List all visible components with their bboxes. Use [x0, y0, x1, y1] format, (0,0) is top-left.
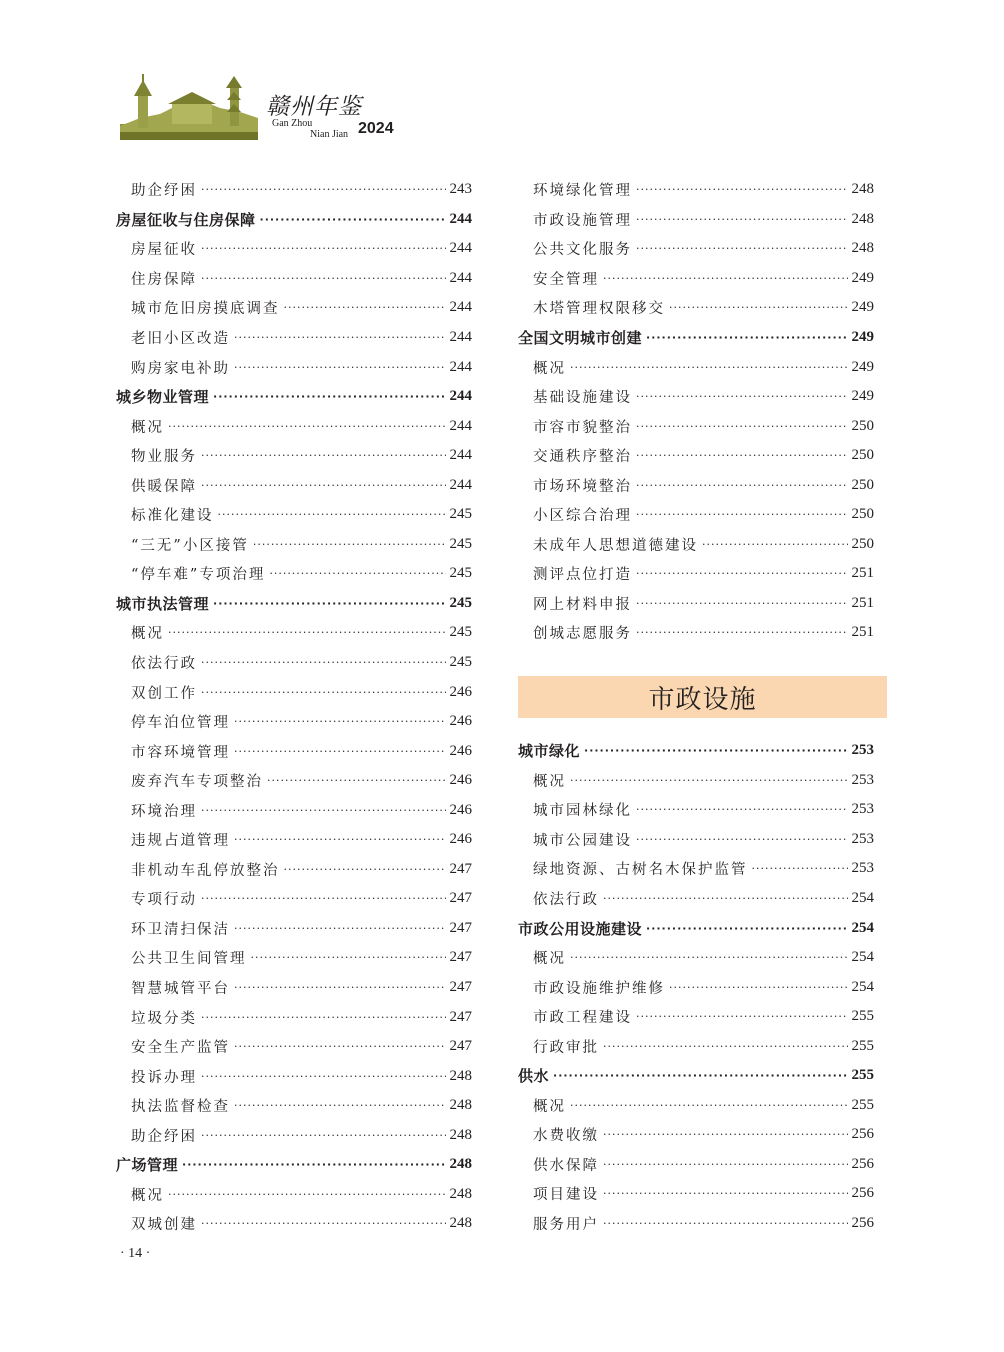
toc-entry-label: 废弃汽车专项整治: [131, 774, 263, 791]
toc-entry[interactable]: [518, 1150, 874, 1180]
toc-entry-page: 245: [449, 594, 472, 611]
toc-entry-label: 供水保障: [533, 1157, 599, 1174]
toc-entry[interactable]: [116, 855, 472, 885]
yearbook-year: 2024: [358, 120, 394, 137]
dot-leader: [251, 951, 446, 964]
toc-entry[interactable]: [116, 1032, 472, 1062]
toc-entry[interactable]: [518, 618, 874, 648]
dot-leader: [646, 331, 847, 344]
toc-entry-page: 246: [449, 772, 472, 789]
toc-entry[interactable]: [116, 500, 472, 530]
toc-entry-page: 248: [449, 1097, 472, 1114]
toc-entry-page: 250: [851, 447, 874, 464]
toc-entry-page: 251: [851, 565, 874, 582]
toc-entry[interactable]: [518, 559, 874, 589]
toc-entry-page: 247: [449, 890, 472, 907]
dot-leader: [284, 863, 446, 876]
toc-entry-label: 物业服务: [131, 449, 197, 466]
toc-entry[interactable]: [116, 352, 472, 382]
toc-entry-label: 公共卫生间管理: [131, 951, 247, 968]
toc-section-entry[interactable]: [116, 205, 472, 235]
dot-leader: [234, 745, 446, 758]
toc-section-entry[interactable]: [518, 323, 874, 353]
dot-leader: [201, 1070, 446, 1083]
toc-entry-page: 256: [851, 1155, 874, 1172]
toc-entry[interactable]: [116, 234, 472, 264]
toc-entry[interactable]: [116, 766, 472, 796]
dot-leader: [234, 833, 446, 846]
dot-leader: [702, 538, 848, 551]
dot-leader: [669, 301, 848, 314]
dot-leader: [201, 686, 446, 699]
toc-entry-page: 256: [851, 1185, 874, 1202]
toc-entry[interactable]: [518, 1179, 874, 1209]
toc-entry-label: 概况: [131, 419, 164, 436]
dot-leader: [636, 183, 848, 196]
toc-entry-label: 城市公园建设: [533, 832, 632, 849]
dot-leader: [218, 508, 446, 521]
toc-entry-label: 创城志愿服务: [533, 626, 632, 643]
toc-right-column-top: [518, 175, 874, 648]
toc-entry[interactable]: [116, 1002, 472, 1032]
dot-leader: [636, 420, 848, 433]
dot-leader: [234, 1099, 446, 1112]
toc-entry[interactable]: [116, 973, 472, 1003]
dot-leader: [234, 361, 446, 374]
toc-entry-page: 246: [449, 713, 472, 730]
toc-entry-label: 供暖保障: [131, 478, 197, 495]
toc-entry-page: 244: [449, 210, 472, 227]
toc-entry-page: 253: [851, 742, 874, 759]
toc-entry-page: 247: [449, 919, 472, 936]
dot-leader: [584, 744, 847, 757]
toc-entry[interactable]: [518, 175, 874, 205]
toc-entry-label: 房屋征收: [131, 242, 197, 259]
toc-entry-label: 安全管理: [533, 271, 599, 288]
toc-entry-label: 执法监督检查: [131, 1099, 230, 1116]
dot-leader: [201, 1011, 446, 1024]
dot-leader: [234, 922, 446, 935]
toc-entry[interactable]: [518, 530, 874, 560]
toc-entry-page: 251: [851, 624, 874, 641]
toc-entry-label: 全国文明城市创建: [518, 329, 643, 347]
toc-entry-label: 非机动车乱停放整治: [131, 862, 280, 879]
toc-entry-page: 250: [851, 506, 874, 523]
toc-entry[interactable]: [518, 470, 874, 500]
toc-entry-label: 城市危旧房摸底调查: [131, 301, 280, 318]
toc-entry-page: 250: [851, 476, 874, 493]
toc-section-entry[interactable]: [518, 736, 874, 766]
toc-entry-label: 城市园林绿化: [533, 803, 632, 820]
toc-entry-label: 违规占道管理: [131, 833, 230, 850]
toc-entry[interactable]: [518, 1091, 874, 1121]
dot-leader: [636, 597, 848, 610]
toc-entry-page: 251: [851, 594, 874, 611]
toc-entry-page: 245: [449, 654, 472, 671]
toc-entry-page: 246: [449, 831, 472, 848]
toc-entry-page: 245: [449, 506, 472, 523]
dot-leader: [646, 922, 847, 935]
toc-entry-label: 绿地资源、古树名木保护监管: [533, 862, 748, 879]
toc-section-entry[interactable]: [116, 382, 472, 412]
dot-leader: [201, 1217, 446, 1230]
toc-entry[interactable]: [116, 795, 472, 825]
toc-entry-page: 248: [449, 1156, 472, 1173]
dot-leader: [570, 951, 848, 964]
dot-leader: [636, 449, 848, 462]
toc-entry-page: 249: [851, 329, 874, 345]
toc-entry-label: 网上材料申报: [533, 596, 632, 613]
toc-entry[interactable]: [116, 914, 472, 944]
toc-entry[interactable]: [518, 972, 874, 1002]
toc-entry-label: 概况: [131, 626, 164, 643]
dot-leader: [260, 213, 446, 226]
toc-entry-label: 交通秩序整治: [533, 449, 632, 466]
toc-entry[interactable]: [116, 1091, 472, 1121]
toc-entry-page: 254: [851, 890, 874, 906]
toc-entry[interactable]: [116, 323, 472, 353]
toc-entry-page: 249: [851, 358, 874, 375]
dot-leader: [553, 1069, 847, 1082]
toc-entry-page: 248: [449, 1067, 472, 1084]
toc-entry[interactable]: [116, 530, 472, 560]
toc-entry-page: 249: [851, 388, 874, 405]
toc-entry-page: 243: [449, 181, 472, 198]
toc-entry-label: 测评点位打造: [533, 567, 632, 584]
toc-entry-page: 244: [449, 447, 472, 464]
toc-entry-page: 254: [851, 978, 874, 995]
toc-entry[interactable]: [518, 1002, 874, 1032]
dot-leader: [201, 479, 446, 492]
toc-left-column: [116, 175, 472, 1239]
toc-entry[interactable]: [116, 264, 472, 294]
dot-leader: [636, 833, 848, 846]
toc-entry-label: 投诉办理: [131, 1069, 197, 1086]
toc-entry-label: 停车泊位管理: [131, 715, 230, 732]
dot-leader: [267, 774, 446, 787]
toc-entry-page: 255: [851, 1037, 874, 1054]
dot-leader: [636, 242, 848, 255]
toc-entry[interactable]: [116, 648, 472, 678]
toc-entry-label: 木塔管理权限移交: [533, 301, 665, 318]
dot-leader: [570, 774, 848, 787]
toc-entry-label: 专项行动: [131, 892, 197, 909]
dot-leader: [201, 183, 446, 196]
toc-entry[interactable]: [116, 736, 472, 766]
toc-entry[interactable]: [116, 707, 472, 737]
toc-entry[interactable]: [518, 884, 874, 914]
dot-leader: [201, 656, 446, 669]
toc-entry-page: 246: [449, 683, 472, 700]
dot-leader: [752, 862, 848, 875]
dot-leader: [168, 420, 446, 433]
toc-section-entry[interactable]: [518, 913, 874, 943]
toc-entry-label: 广场管理: [116, 1156, 179, 1175]
toc-entry-page: 250: [851, 417, 874, 434]
dot-leader: [168, 1188, 446, 1201]
toc-entry-label: 老旧小区改造: [131, 331, 230, 347]
toc-entry[interactable]: [116, 1061, 472, 1091]
toc-entry-page: 246: [449, 801, 472, 818]
dot-leader: [213, 390, 445, 403]
dot-leader: [234, 981, 446, 994]
toc-entry-page: 248: [449, 1215, 472, 1232]
toc-entry-page: 245: [449, 624, 472, 641]
toc-entry[interactable]: [518, 293, 874, 323]
dot-leader: [603, 1040, 848, 1053]
toc-entry[interactable]: [518, 1031, 874, 1061]
toc-entry[interactable]: [116, 470, 472, 500]
toc-entry-label: 小区综合治理: [533, 508, 632, 525]
toc-entry-label: 市容环境管理: [131, 744, 230, 761]
dot-leader: [570, 1099, 848, 1112]
dot-leader: [603, 1128, 848, 1141]
toc-entry-label: 市政公用设施建设: [518, 919, 643, 938]
dot-leader: [234, 715, 446, 728]
toc-entry-page: 246: [449, 742, 472, 759]
yearbook-title-en-1: Gan Zhou: [272, 118, 313, 129]
dot-leader: [201, 272, 446, 285]
toc-entry-label: 城乡物业管理: [116, 388, 210, 407]
toc-entry-page: 247: [449, 949, 472, 966]
toc-entry[interactable]: [518, 943, 874, 973]
toc-entry-label: 水费收缴: [533, 1128, 599, 1145]
toc-right-column-bottom: [518, 736, 874, 1238]
toc-entry-page: 244: [449, 388, 472, 405]
toc-entry[interactable]: [116, 441, 472, 471]
dot-leader: [603, 1217, 848, 1230]
toc-entry[interactable]: [116, 559, 472, 589]
toc-entry-label: 供水: [518, 1067, 550, 1086]
toc-entry-label: 概况: [533, 773, 566, 790]
dot-leader: [234, 331, 446, 344]
toc-entry-label: 基础设施建设: [533, 390, 632, 407]
toc-entry-label: 概况: [533, 360, 566, 377]
dot-leader: [636, 803, 848, 816]
toc-entry[interactable]: [116, 175, 472, 205]
toc-entry-label: 购房家电补助: [131, 360, 230, 377]
yearbook-header: [120, 74, 420, 144]
toc-entry-label: 依法行政: [533, 892, 599, 908]
dot-leader: [201, 804, 446, 817]
dot-leader: [201, 892, 446, 905]
toc-entry[interactable]: [116, 1180, 472, 1210]
toc-entry-label: 助企纾困: [131, 183, 197, 200]
toc-entry[interactable]: [518, 352, 874, 382]
dot-leader: [636, 213, 848, 226]
toc-entry-page: 253: [851, 830, 874, 847]
toc-entry-label: 安全生产监管: [131, 1040, 230, 1057]
toc-entry-label: “三无”小区接管: [131, 537, 249, 554]
toc-entry[interactable]: [116, 293, 472, 323]
toc-entry[interactable]: [518, 1120, 874, 1150]
toc-entry[interactable]: [116, 884, 472, 914]
dot-leader: [636, 1010, 848, 1023]
page-number: · 14 ·: [120, 1246, 151, 1261]
toc-entry-label: 垃圾分类: [131, 1010, 197, 1027]
toc-entry-label: 服务用户: [533, 1217, 599, 1234]
dot-leader: [201, 242, 446, 255]
toc-entry[interactable]: [518, 441, 874, 471]
toc-entry[interactable]: [518, 264, 874, 294]
toc-entry-label: 环境治理: [131, 803, 197, 820]
toc-entry-page: 248: [449, 1126, 472, 1143]
toc-entry[interactable]: [518, 411, 874, 441]
yearbook-title-en-2: Nian Jian: [310, 129, 349, 140]
toc-entry-page: 248: [851, 210, 874, 227]
toc-entry-label: 概况: [131, 1187, 164, 1204]
toc-section-entry[interactable]: [518, 1061, 874, 1091]
dot-leader: [201, 1129, 446, 1142]
dot-leader: [636, 479, 848, 492]
toc-entry-page: 255: [851, 1067, 874, 1084]
pagoda-landscape-logo: [120, 74, 258, 140]
dot-leader: [669, 981, 848, 994]
toc-entry-page: 249: [851, 269, 874, 286]
dot-leader: [570, 361, 848, 374]
dot-leader: [201, 449, 446, 462]
toc-entry-label: 项目建设: [533, 1187, 599, 1204]
toc-entry-label: “停车难”专项治理: [131, 567, 266, 584]
toc-entry-label: 双创工作: [131, 685, 197, 702]
dot-leader: [636, 508, 848, 521]
dot-leader: [636, 626, 848, 639]
toc-entry-page: 255: [851, 1096, 874, 1113]
dot-leader: [603, 1187, 848, 1200]
toc-entry-page: 247: [449, 860, 472, 877]
toc-entry-page: 247: [449, 1038, 472, 1055]
toc-entry-label: 行政审批: [533, 1039, 599, 1056]
toc-entry-page: 249: [851, 299, 874, 316]
toc-entry-page: 244: [449, 329, 472, 345]
toc-entry[interactable]: [116, 618, 472, 648]
dot-leader: [603, 272, 848, 285]
toc-entry-label: 概况: [533, 951, 566, 968]
dot-leader: [168, 626, 446, 639]
toc-entry-page: 247: [449, 1008, 472, 1025]
dot-leader: [603, 1158, 848, 1171]
toc-entry-label: 房屋征收与住房保障: [116, 210, 256, 229]
toc-entry-page: 256: [851, 1126, 874, 1143]
toc-entry-label: 市容市貌整治: [533, 419, 632, 436]
toc-entry[interactable]: [518, 234, 874, 264]
toc-entry-page: 248: [851, 181, 874, 198]
dot-leader: [603, 892, 848, 905]
toc-entry-page: 248: [449, 1185, 472, 1202]
dot-leader: [213, 597, 445, 610]
toc-entry-label: 标准化建设: [131, 508, 214, 525]
toc-entry-page: 253: [851, 860, 874, 877]
yearbook-title: 赣州年鉴: [266, 94, 362, 120]
toc-entry-page: 256: [851, 1215, 874, 1232]
toc-entry[interactable]: [518, 766, 874, 796]
toc-entry-label: 住房保障: [131, 271, 197, 288]
toc-entry-page: 245: [449, 535, 472, 552]
toc-entry[interactable]: [518, 825, 874, 855]
toc-entry-label: 市政设施管理: [533, 212, 632, 229]
toc-entry-page: 244: [449, 417, 472, 434]
toc-entry-label: 智慧城管平台: [131, 981, 230, 998]
toc-entry-label: 公共文化服务: [533, 242, 632, 259]
toc-section-entry[interactable]: [116, 589, 472, 619]
toc-entry[interactable]: [518, 382, 874, 412]
dot-leader: [182, 1158, 445, 1171]
toc-entry-page: 253: [851, 771, 874, 788]
toc-entry[interactable]: [116, 943, 472, 973]
dot-leader: [269, 567, 445, 580]
toc-entry[interactable]: [518, 205, 874, 235]
toc-entry[interactable]: [518, 1209, 874, 1239]
toc-section-entry[interactable]: [116, 1150, 472, 1180]
toc-entry-page: 247: [449, 979, 472, 996]
toc-entry[interactable]: [518, 589, 874, 619]
toc-entry-page: 244: [449, 476, 472, 493]
toc-entry[interactable]: [116, 1121, 472, 1151]
toc-entry-label: 依法行政: [131, 656, 197, 673]
toc-entry-page: 250: [851, 535, 874, 552]
toc-entry-label: 助企纾困: [131, 1128, 197, 1145]
toc-entry-label: 市政设施维护维修: [533, 980, 665, 997]
toc-entry[interactable]: [116, 677, 472, 707]
toc-entry-label: 未成年人思想道德建设: [533, 537, 698, 554]
toc-entry-label: 城市绿化: [518, 742, 581, 761]
toc-entry-page: 244: [449, 269, 472, 286]
toc-entry-page: 254: [851, 919, 874, 936]
toc-entry-label: 环境绿化管理: [533, 183, 632, 200]
toc-entry-label: 市场环境整治: [533, 478, 632, 495]
toc-entry[interactable]: [116, 825, 472, 855]
toc-entry[interactable]: [116, 411, 472, 441]
toc-entry[interactable]: [518, 500, 874, 530]
toc-entry[interactable]: [518, 854, 874, 884]
toc-entry-page: 254: [851, 949, 874, 966]
toc-entry-label: 概况: [533, 1098, 566, 1115]
toc-entry-page: 244: [449, 358, 472, 375]
dot-leader: [636, 390, 848, 403]
toc-entry-label: 城市执法管理: [116, 594, 210, 613]
dot-leader: [284, 301, 446, 314]
dot-leader: [234, 1040, 446, 1053]
dot-leader: [253, 538, 446, 551]
toc-entry[interactable]: [518, 795, 874, 825]
toc-entry[interactable]: [116, 1209, 472, 1239]
toc-entry-label: 双城创建: [131, 1217, 197, 1234]
toc-entry-page: 248: [851, 240, 874, 257]
toc-entry-page: 255: [851, 1008, 874, 1025]
toc-entry-label: 环卫清扫保洁: [131, 921, 230, 938]
chapter-heading: 市政设施: [518, 676, 887, 718]
toc-entry-label: 市政工程建设: [533, 1010, 632, 1027]
toc-entry-page: 244: [449, 240, 472, 257]
toc-entry-page: 253: [851, 801, 874, 818]
toc-entry-page: 245: [449, 565, 472, 582]
toc-entry-page: 244: [449, 299, 472, 316]
dot-leader: [636, 567, 848, 580]
